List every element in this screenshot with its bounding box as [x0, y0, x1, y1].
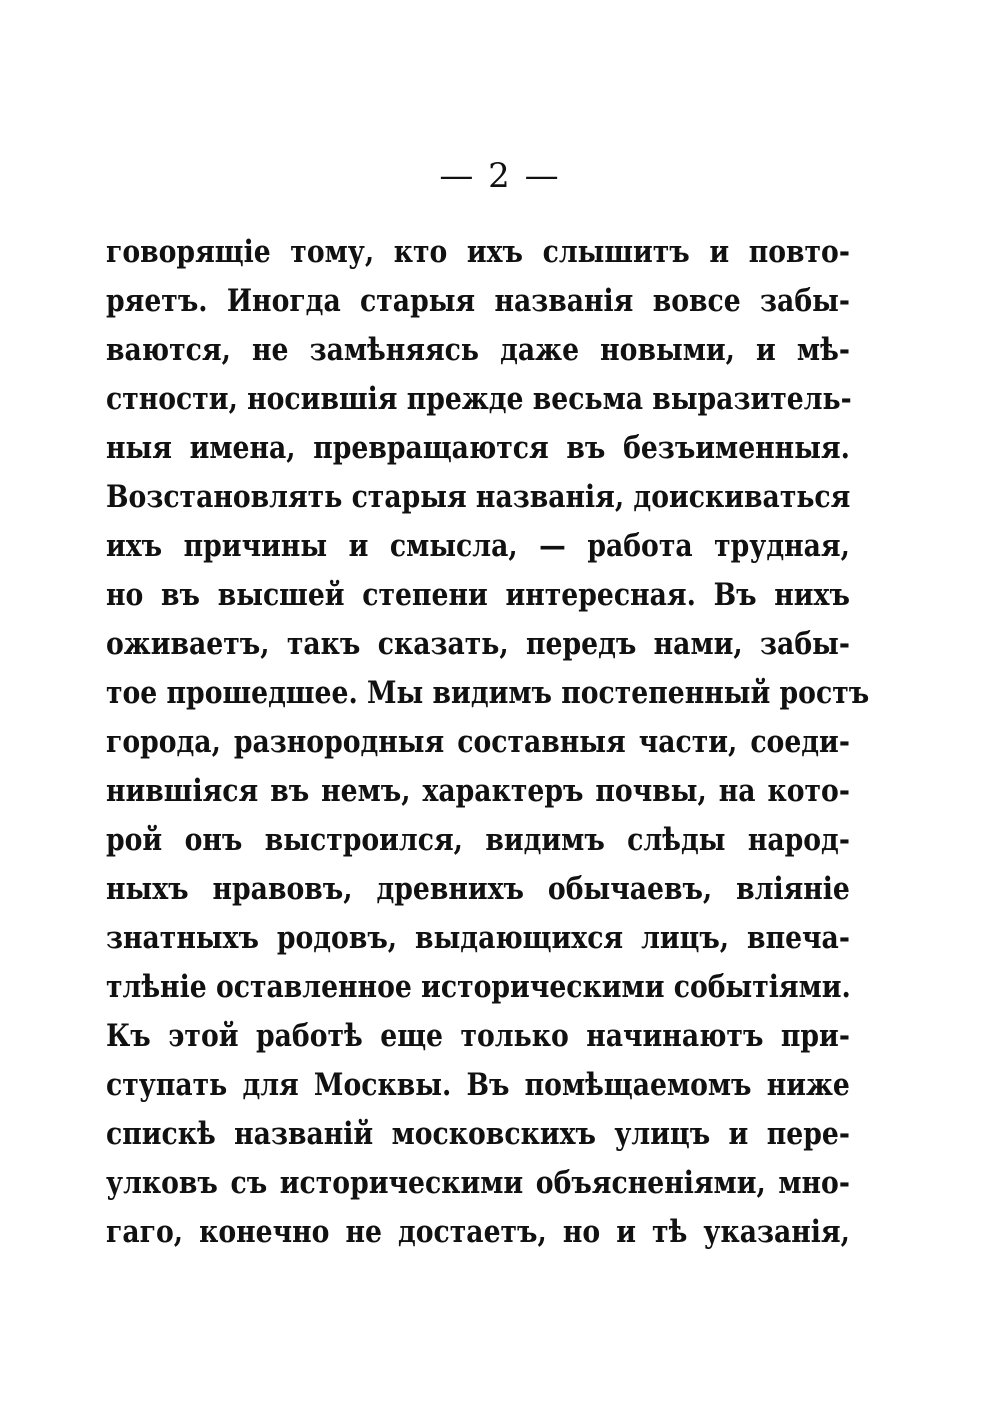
- text-line: ныя имена, превращаются въ безъименныя.: [106, 430, 850, 466]
- text-line: ихъ причины и смысла, — работа трудная,: [106, 528, 850, 564]
- text-line: тлѣніе оставленное историческими событіями.: [106, 969, 851, 1005]
- text-line: Къ этой работѣ еще только начинаютъ при-: [106, 1018, 850, 1054]
- text-line: гаго, конечно не достаетъ, но и тѣ указанія,: [106, 1214, 850, 1250]
- text-line: стности, носившія прежде весьма выразитель-: [106, 381, 852, 417]
- text-line: нившіяся въ немъ, характеръ почвы, на кото-: [106, 773, 850, 809]
- body-text: [106, 228, 870, 1257]
- text-line: ряетъ. Иногда старыя названія вовсе забы-: [106, 283, 850, 319]
- text-line: улковъ съ историческими объясненіями, мно-: [106, 1165, 850, 1201]
- page-number: — 2 —: [439, 156, 561, 196]
- text-line: но въ высшей степени интересная. Въ нихъ: [106, 577, 850, 613]
- text-line: рой онъ выстроился, видимъ слѣды народ-: [106, 822, 850, 858]
- text-line: ныхъ нравовъ, древнихъ обычаевъ, вліяніе: [106, 871, 850, 907]
- text-line: ваются, не замѣняясь даже новыми, и мѣ-: [106, 332, 850, 368]
- text-line: говорящіе тому, кто ихъ слышитъ и повто-: [106, 234, 850, 270]
- text-line: оживаетъ, такъ сказать, передъ нами, забы-: [106, 626, 850, 662]
- text-line: тое прошедшее. Мы видимъ постепенный ростъ: [106, 675, 870, 711]
- text-line: ступать для Москвы. Въ помѣщаемомъ ниже: [106, 1067, 850, 1103]
- text-line: спискѣ названій московскихъ улицъ и пере-: [106, 1116, 850, 1152]
- text-line: Возстановлять старыя названія, доискиваться: [106, 479, 851, 515]
- text-line: знатныхъ родовъ, выдающихся лицъ, впеча-: [106, 920, 850, 956]
- text-line: города, разнородныя составныя части, соеди-: [106, 724, 850, 760]
